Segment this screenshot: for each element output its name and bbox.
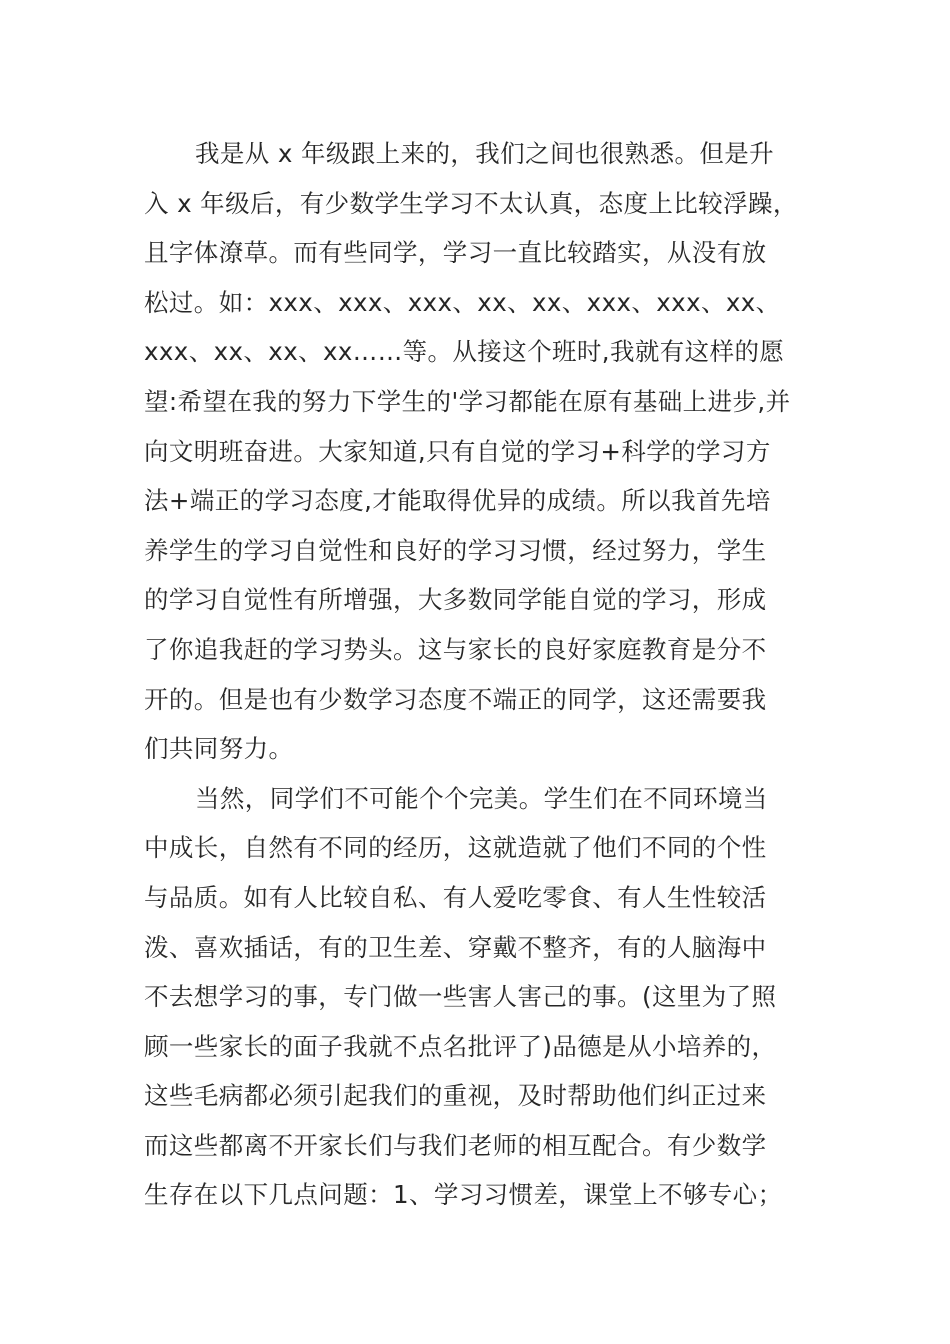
- paragraph-2-line-6: 顾一些家长的面子我就不点名批评了)品德是从小培养的，: [144, 1031, 777, 1061]
- paragraph-2-line-9: 生存在以下几点问题：1、学习习惯差，课堂上不够专心；: [144, 1180, 783, 1210]
- paragraph-1-line-2: 入 x 年级后，有少数学生学习不太认真，态度上比较浮躁，: [144, 188, 798, 218]
- paragraph-1-line-3: 且字体潦草。而有些同学，学习一直比较踏实，从没有放: [144, 238, 767, 268]
- paragraph-1-line-6: 望:希望在我的努力下学生的'学习都能在原有基础上进步,并: [144, 386, 791, 416]
- body-text: [144, 129, 814, 1220]
- paragraph-1-line-10: 的学习自觉性有所增强，大多数同学能自觉的学习，形成: [144, 585, 767, 615]
- paragraph-2-line-8: 而这些都离不开家长们与我们老师的相互配合。有少数学: [144, 1130, 767, 1160]
- paragraph-2-line-3: 与品质。如有人比较自私、有人爱吃零食、有人生性较活: [144, 882, 767, 912]
- paragraph-1-line-11: 了你追我赶的学习势头。这与家长的良好家庭教育是分不: [144, 634, 767, 664]
- paragraph-1-line-13: 们共同努力。: [144, 734, 294, 764]
- paragraph-2-line-7: 这些毛病都必须引起我们的重视，及时帮助他们纠正过来: [144, 1081, 767, 1111]
- paragraph-1-line-12: 开的。但是也有少数学习态度不端正的同学，这还需要我: [144, 684, 767, 714]
- paragraph-2-line-4: 泼、喜欢插话，有的卫生差、穿戴不整齐，有的人脑海中: [144, 932, 767, 962]
- paragraph-2-line-2: 中成长，自然有不同的经历，这就造就了他们不同的个性: [144, 833, 767, 863]
- paragraph-1-line-1: 我是从 x 年级跟上来的，我们之间也很熟悉。但是升: [195, 139, 775, 168]
- paragraph-2-line-5: 不去想学习的事，专门做一些害人害己的事。(这里为了照: [144, 982, 777, 1012]
- paragraph-1-line-8: 法+端正的学习态度,才能取得优异的成绩。所以我首先培: [144, 486, 771, 516]
- paragraph-2-line-1: 当然，同学们不可能个个完美。学生们在不同环境当: [195, 783, 768, 813]
- paragraph-1-line-4: 松过。如：xxx、xxx、xxx、xx、xx、xxx、xxx、xx、: [144, 287, 781, 317]
- paragraph-1-line-7: 向文明班奋进。大家知道,只有自觉的学习+科学的学习方: [144, 436, 771, 466]
- paragraph-1-line-5: xxx、xx、xx、xx……等。从接这个班时,我就有这样的愿: [144, 337, 785, 367]
- paragraph-1-line-9: 养学生的学习自觉性和良好的学习习惯，经过努力，学生: [144, 535, 767, 565]
